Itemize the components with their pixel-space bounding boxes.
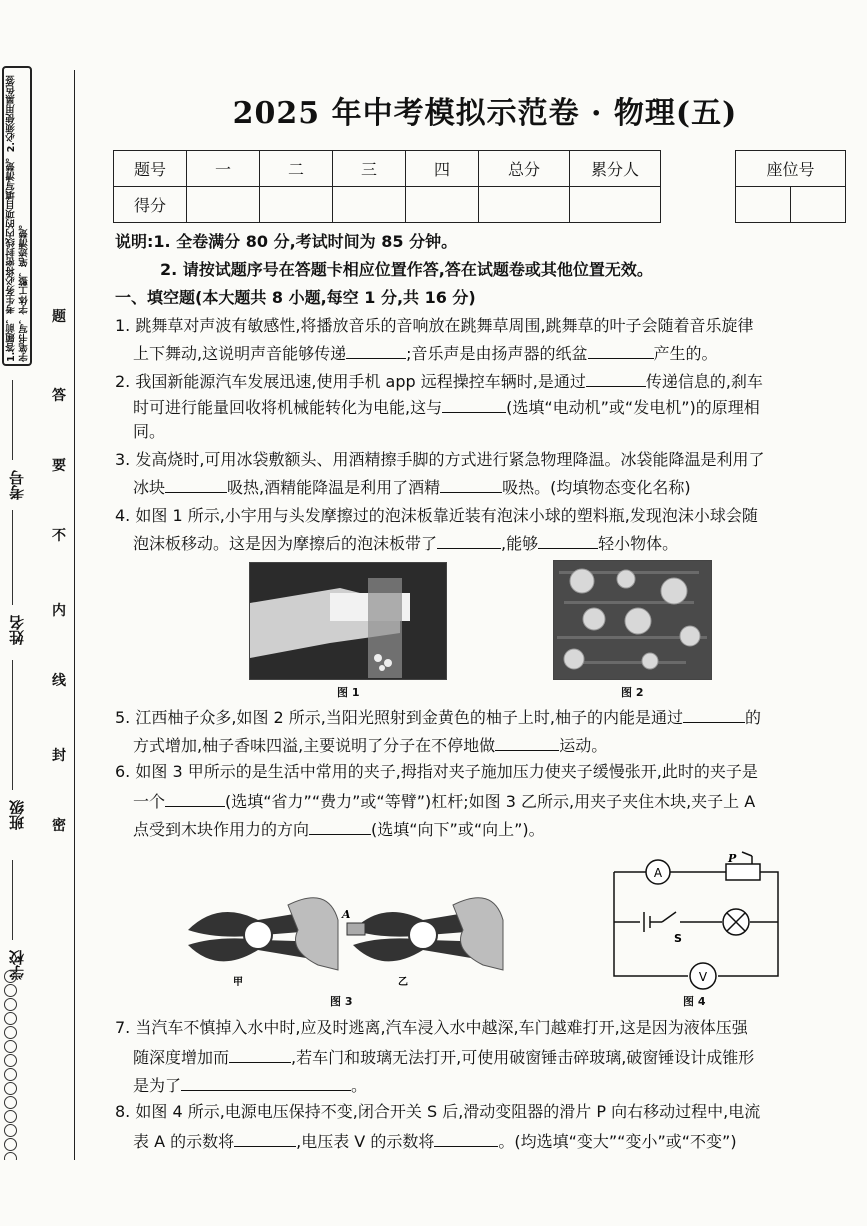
figure-2-caption: 图 2	[621, 686, 644, 699]
instruction-1: 说明:1. 全卷满分 80 分,考试时间为 85 分钟。	[115, 232, 458, 251]
question-7-line-1: 7. 当汽车不慎掉入水中时,应及时逃离,汽车浸入水中越深,车门越难打开,这是因为液体压强	[115, 1018, 748, 1037]
seal-line	[74, 70, 75, 1160]
figure-3-label-jia: 甲	[233, 977, 243, 988]
question-5-line-2: 方式增加,柚子香味四溢,主要说明了分子在不停地做 运动。	[133, 736, 608, 755]
exam-notice: 1.答题前，考生务必将密封线内的项目填写清楚。2.必须使用黑色签字笔书写，字体工整，笔迹清楚。	[2, 66, 32, 366]
voltmeter-label: V	[698, 970, 708, 984]
answer-blank[interactable]	[434, 1130, 498, 1147]
score-cell	[187, 187, 260, 223]
instruction-2: 2. 请按试题序号在答题卡相应位置作答,答在试题卷或其他位置无效。	[160, 260, 653, 279]
score-header-cell: 三	[333, 151, 406, 187]
switch-S-label: S	[674, 932, 682, 945]
question-1-line-1: 1. 跳舞草对声波有敏感性,将播放音乐的音响放在跳舞草周围,跳舞草的叶子会随着音乐旋律	[115, 316, 754, 335]
score-header-cell: 一	[187, 151, 260, 187]
question-6-line-3: 点受到木块作用力的方向 (选填“向下”或“向上”)。	[133, 820, 545, 839]
question-8-line-1: 8. 如图 4 所示,电源电压保持不变,闭合开关 S 后,滑动变阻器的滑片 P 向右移动过程中,电流	[115, 1102, 761, 1121]
seal-char: 封	[52, 748, 66, 764]
score-header-cell: 题号	[114, 151, 187, 187]
exam-number-underline	[12, 380, 13, 460]
answer-blank[interactable]	[538, 532, 598, 549]
score-cell	[260, 187, 333, 223]
school-underline	[12, 860, 13, 940]
section-heading: 一、填空题(本大题共 8 小题,每空 1 分,共 16 分)	[115, 288, 476, 307]
figure-4-circuit	[600, 850, 800, 990]
answer-blank[interactable]	[586, 370, 646, 387]
answer-blank[interactable]	[588, 342, 654, 359]
answer-blank[interactable]	[181, 1074, 351, 1091]
question-3-line-2: 冰块 吸热,酒精能降温是利用了酒精 吸热。(均填物态变化名称)	[133, 478, 691, 497]
answer-blank[interactable]	[683, 706, 745, 723]
score-cell	[570, 187, 661, 223]
answer-blank[interactable]	[440, 476, 502, 493]
question-8-line-2: 表 A 的示数将 ,电压表 V 的示数将 。(均选填“变大”“变小”或“不变”)	[133, 1132, 737, 1151]
seal-char: 答	[52, 388, 66, 404]
score-table	[113, 150, 661, 223]
seal-char: 内	[52, 603, 66, 619]
question-2-line-2: 时可进行能量回收将机械能转化为电能,这与 (选填“电动机”或“发电机”)的原理相	[133, 398, 760, 417]
question-5-line-1: 5. 江西柚子众多,如图 2 所示,当阳光照射到金黄色的柚子上时,柚子的内能是通过 的	[115, 708, 761, 727]
answer-blank[interactable]	[437, 532, 501, 549]
ammeter-label: A	[653, 866, 663, 880]
question-7-line-3: 是为了 。	[133, 1076, 368, 1095]
seal-char: 题	[52, 309, 66, 325]
score-header-cell: 累分人	[570, 151, 661, 187]
answer-blank[interactable]	[495, 734, 559, 751]
score-row-label: 得分	[114, 187, 187, 223]
score-header-cell: 四	[406, 151, 479, 187]
answer-blank[interactable]	[309, 818, 371, 835]
question-4-line-1: 4. 如图 1 所示,小宇用与头发摩擦过的泡沫板靠近装有泡沫小球的塑料瓶,发现泡沫小球会随	[115, 506, 758, 525]
seal-char: 要	[52, 458, 66, 474]
figure-3-caption: 图 3	[330, 995, 353, 1008]
field-exam-number: 考号	[8, 470, 26, 500]
question-7-line-2: 随深度增加而 ,若车门和玻璃无法打开,可使用破窗锤击碎玻璃,破窗锤设计成锥形	[133, 1048, 755, 1067]
seat-label: 座位号	[736, 151, 846, 187]
question-4-line-2: 泡沫板移动。这是因为摩擦后的泡沫板带了 ,能够 轻小物体。	[133, 534, 679, 553]
question-1-line-2: 上下舞动,这说明声音能够传递 ;音乐声是由扬声器的纸盆 产生的。	[133, 344, 718, 363]
seat-cell	[791, 187, 846, 223]
field-name: 姓名	[8, 615, 26, 645]
seal-char: 不	[52, 528, 66, 544]
page-title: 2025 年中考模拟示范卷 · 物理(五)	[232, 96, 738, 131]
rheostat	[726, 864, 760, 880]
score-cell	[406, 187, 479, 223]
answer-blank[interactable]	[234, 1130, 296, 1147]
figure-3-point-A: A	[342, 908, 351, 921]
score-cell	[479, 187, 570, 223]
figure-3-clips	[178, 890, 508, 1000]
class-underline	[12, 660, 13, 790]
answer-blank[interactable]	[229, 1046, 291, 1063]
score-cell	[333, 187, 406, 223]
figure-2-photo	[553, 560, 712, 680]
answer-blank[interactable]	[346, 342, 406, 359]
seal-char: 密	[52, 818, 66, 834]
figure-2-illustration	[554, 561, 711, 679]
seat-cell	[736, 187, 791, 223]
question-3-line-1: 3. 发高烧时,可用冰袋敷额头、用酒精擦手脚的方式进行紧急物理降温。冰袋能降温是利用了	[115, 450, 765, 469]
clip-jia	[188, 898, 338, 970]
figure-1-illustration	[250, 563, 446, 679]
field-class: 班级	[8, 800, 26, 830]
score-header-cell: 二	[260, 151, 333, 187]
seal-char: 线	[52, 673, 66, 689]
question-6-line-2: 一个 (选填“省力”“费力”或“等臂”)杠杆;如图 3 乙所示,用夹子夹住木块,夹子上 A	[133, 792, 756, 811]
clip-yi	[347, 898, 503, 970]
seat-table	[735, 150, 846, 223]
question-2-line-3: 同。	[133, 422, 166, 441]
figure-4-caption: 图 4	[683, 995, 706, 1008]
answer-blank[interactable]	[165, 476, 227, 493]
score-header-cell: 总分	[479, 151, 570, 187]
figure-1-photo	[249, 562, 447, 680]
question-2-line-1: 2. 我国新能源汽车发展迅速,使用手机 app 远程操控车辆时,是通过 传递信息的,刹车	[115, 372, 763, 391]
answer-blank[interactable]	[442, 396, 506, 413]
figure-1-caption: 图 1	[337, 686, 360, 699]
slider-P-label: P	[728, 852, 737, 865]
field-school: 学校	[8, 950, 26, 980]
name-underline	[12, 510, 13, 605]
answer-blank[interactable]	[165, 790, 225, 807]
question-6-line-1: 6. 如图 3 甲所示的是生活中常用的夹子,拇指对夹子施加压力使夹子缓慢张开,此时的夹子是	[115, 762, 758, 781]
figure-3-label-yi: 乙	[398, 977, 408, 988]
binding-holes	[4, 970, 24, 1160]
